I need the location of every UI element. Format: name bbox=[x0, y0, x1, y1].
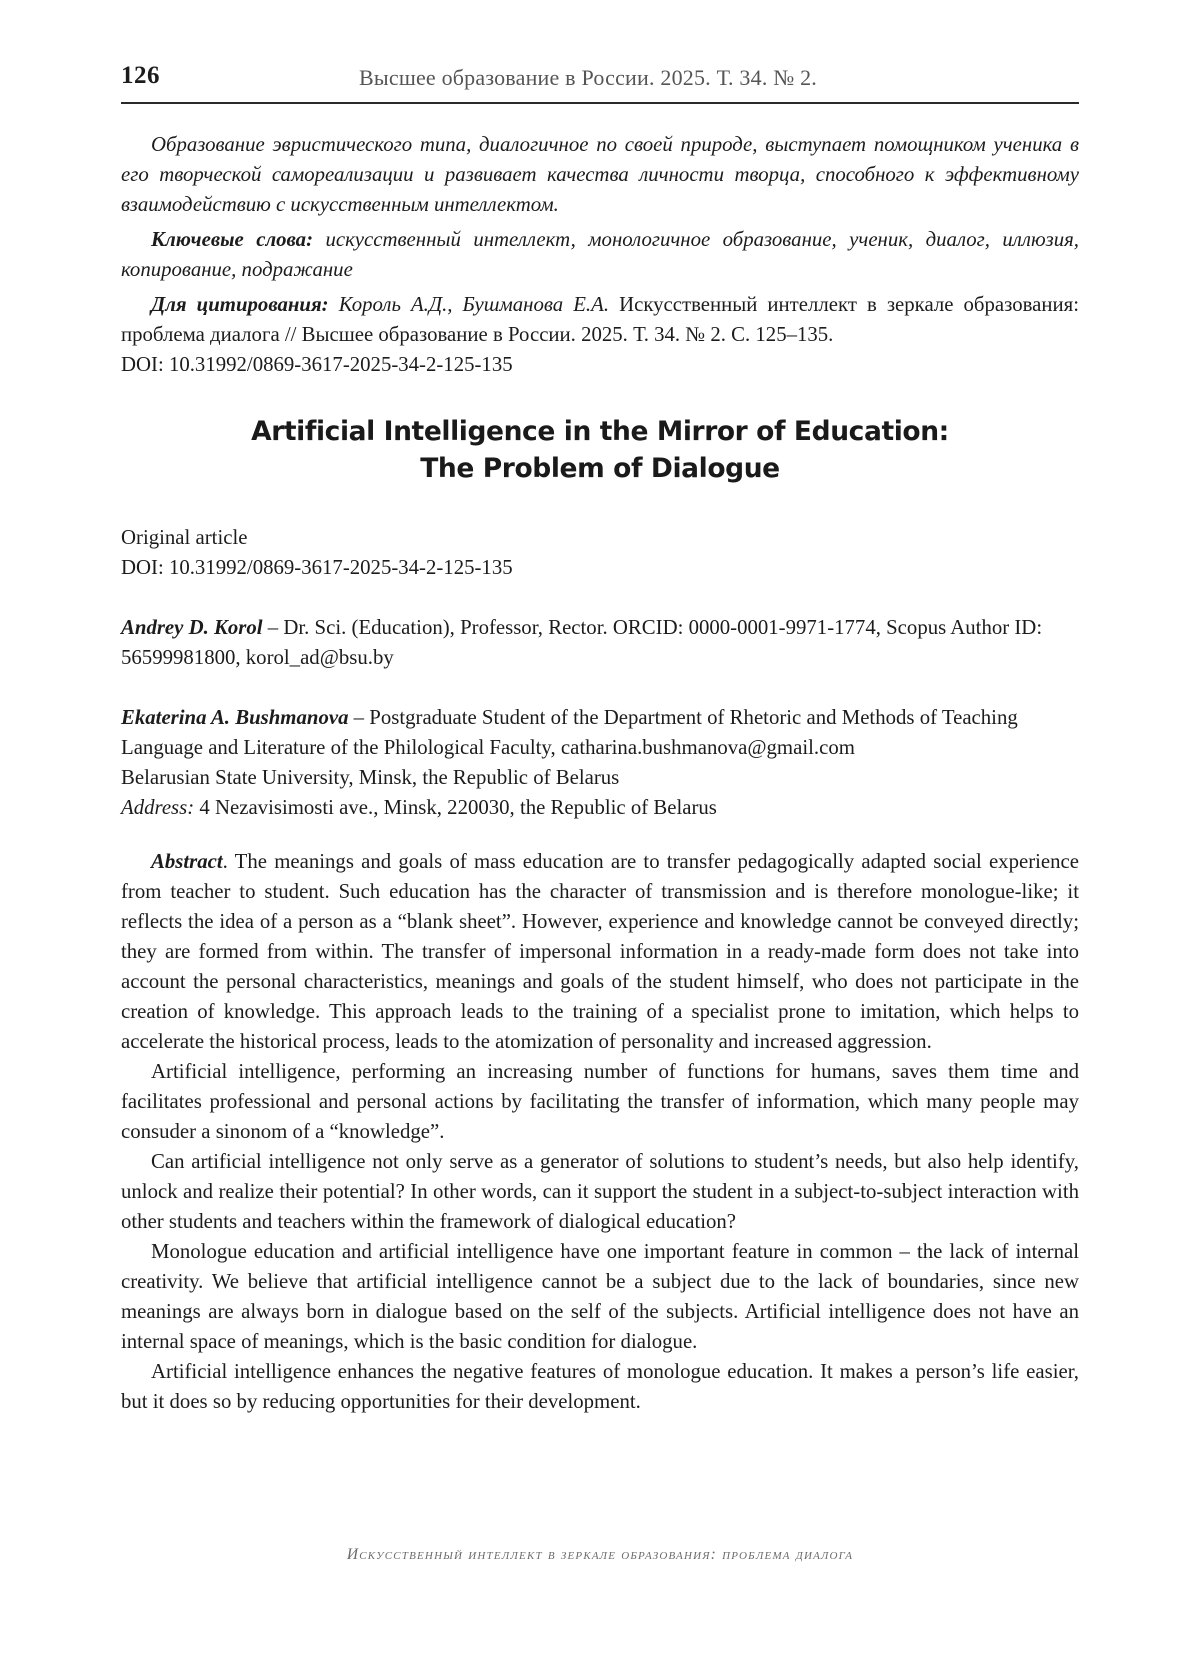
address-text: 4 Nezavisimosti ave., Minsk, 220030, the Republic of Belarus bbox=[194, 796, 717, 819]
author-name: Ekaterina A. Bushmanova bbox=[121, 706, 349, 729]
journal-page bbox=[121, 0, 1079, 1658]
abstract-paragraph: Artificial intelligence enhances the negative features of monologue education. It makes a person’s life easier, but it does so by reducing opportunities for their development. bbox=[121, 1360, 1079, 1413]
citation-block bbox=[121, 290, 1079, 380]
abstract-paragraph bbox=[121, 847, 1079, 1057]
running-header bbox=[121, 62, 1079, 104]
citation-doi: DOI: 10.31992/0869-3617-2025-34-2-125-135 bbox=[121, 353, 513, 376]
abstract-label: Abstract bbox=[151, 850, 223, 873]
title-line-2: The Problem of Dialogue bbox=[420, 453, 780, 484]
author-name: Andrey D. Korol bbox=[121, 616, 263, 639]
journal-reference: Высшее образование в России. 2025. Т. 34. № 2. bbox=[359, 65, 818, 90]
russian-abstract-conclusion: Образование эвристического типа, диалогичное по своей природе, выступает помощником ученика в его творческой самореализации и развивает качества личности творца, способного к эффективному взаимодействию с искусственным интеллектом. bbox=[121, 133, 1079, 216]
abstract-paragraph: Monologue education and artificial intelligence have one important feature in common – the lack of internal creativity. We believe that artificial intelligence cannot be a subject due to the lack of boundaries, since new meanings are always born in dialogue based on the self of the subjects. Artificial intelligence does not have an internal space of meanings, which is the basic condition for dialogue. bbox=[121, 1240, 1079, 1353]
keywords-label: Ключевые слова: bbox=[151, 228, 313, 251]
russian-keywords bbox=[121, 225, 1079, 285]
running-footer: Искусственный интеллект в зеркале образования: проблема диалога bbox=[346, 1546, 854, 1563]
title-line-1: Artificial Intelligence in the Mirror of Education: bbox=[251, 416, 949, 447]
english-abstract bbox=[121, 847, 1079, 1417]
citation-label: Для цитирования: bbox=[151, 293, 329, 316]
article-type: Original article bbox=[121, 526, 248, 549]
author-korol bbox=[121, 613, 1079, 673]
author-affiliation: Belarusian State University, Minsk, the Republic of Belarus bbox=[121, 766, 620, 789]
author-bushmanova bbox=[121, 703, 1079, 823]
keywords-text: искусственный интеллект, монологичное образование, ученик, диалог, иллюзия, копирование, подражание bbox=[121, 228, 1079, 281]
abstract-paragraph: Can artificial intelligence not only serve as a generator of solutions to student’s needs, but also help identify, unlock and realize their potential? In other words, can it support the student in a subject-to-subject interaction with other students and teachers within the framework of dialogical education? bbox=[121, 1150, 1079, 1233]
author-details: – Postgraduate Student of the Department of Rhetoric and Methods of Teaching Language and Literature of the Philological Faculty, catharina.bushmanova@gmail.com bbox=[121, 706, 1018, 759]
page-number: 126 bbox=[121, 62, 160, 89]
citation-text: Искусственный интеллект в зеркале образования: проблема диалога // Высшее образование в России. 2025. Т. 34. № 2. С. 125–135. bbox=[121, 293, 1080, 346]
address-label: Address: bbox=[121, 796, 195, 819]
citation-authors: Король А.Д., Бушманова Е.А. bbox=[338, 293, 610, 316]
article-doi: DOI: 10.31992/0869-3617-2025-34-2-125-135 bbox=[121, 556, 513, 579]
english-article-title bbox=[121, 413, 1079, 487]
article-meta bbox=[121, 523, 1079, 583]
author-details: – Dr. Sci. (Education), Professor, Rector. ORCID: 0000-0001-9971-1774, Scopus Author ID: 56599981800, korol_ad@bsu.by bbox=[121, 616, 1043, 669]
abstract-paragraph: Artificial intelligence, performing an increasing number of functions for humans, saves them time and facilitates professional and personal actions by facilitating the transfer of information, which many people may consuder a sinonom of a “knowledge”. bbox=[121, 1060, 1079, 1143]
abstract-text: . The meanings and goals of mass education are to transfer pedagogically adapted social experience from teacher to student. Such education has the character of transmission and is therefore monologue-like; it reflects the idea of a person as a “blank sheet”. However, experience and knowledge cannot be conveyed directly; they are formed from within. The transfer of impersonal information in a ready-made form does not take into account the personal characteristics, meanings and goals of the student himself, who does not participate in the creation of knowledge. This approach leads to the training of a specialist prone to imitation, which helps to accelerate the historical process, leads to the atomization of personality and increased aggression. bbox=[121, 850, 1079, 1053]
